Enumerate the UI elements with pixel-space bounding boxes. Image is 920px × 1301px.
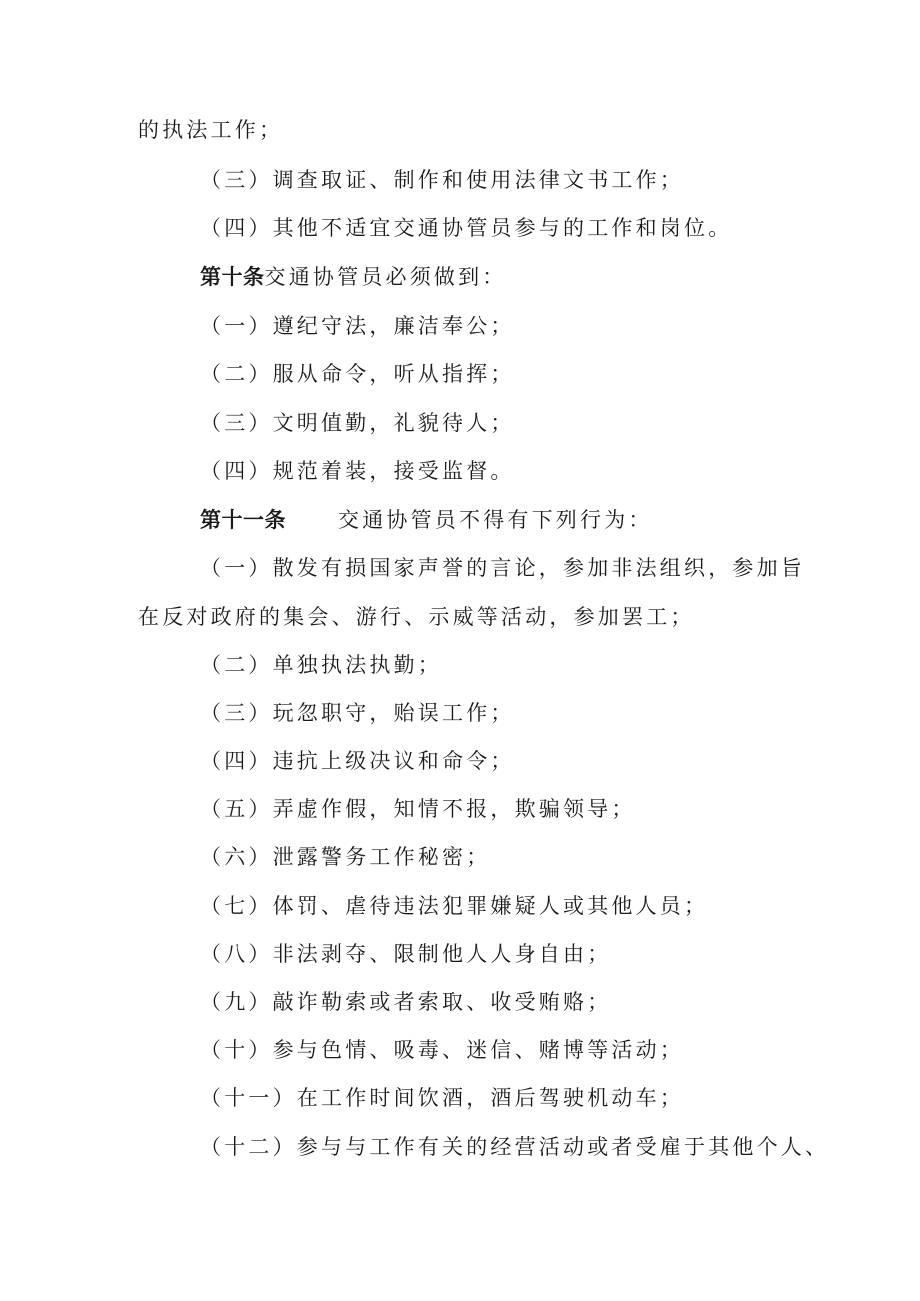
article-10-heading: 第十条 <box>200 265 265 289</box>
text-line: （二）服从命令，听从指挥； <box>200 362 515 386</box>
article-10-paragraph <box>200 263 507 291</box>
text-line: （十二）参与与工作有关的经营活动或者受雇于其他个人、 <box>200 1135 830 1159</box>
text-line: 交通协管员不得有下列行为： <box>338 508 653 532</box>
text-line: （四）规范着装，接受监督。 <box>200 459 515 483</box>
article-11-heading: 第十一条 <box>200 508 286 532</box>
text-line: （五）弄虚作假，知情不报，欺骗领导； <box>200 797 636 821</box>
text-line: 交通协管员必须做到： <box>264 265 507 289</box>
text-line: （一）遵纪守法，廉洁奉公； <box>200 314 515 338</box>
text-line: （四）违抗上级决议和命令； <box>200 749 515 773</box>
text-line: （一）散发有损国家声誉的言论，参加非法组织，参加旨 <box>200 556 805 580</box>
text-line: （三）玩忽职守，贻误工作； <box>200 701 515 725</box>
text-line: （九）敲诈勒索或者索取、收受贿赂； <box>200 990 612 1014</box>
text-line: 的执法工作； <box>138 118 284 142</box>
text-line: （三）调查取证、制作和使用法律文书工作； <box>200 168 684 192</box>
text-line: （六）泄露警务工作秘密； <box>200 845 491 869</box>
text-line: （四）其他不适宜交通协管员参与的工作和岗位。 <box>200 216 733 240</box>
text-line: （十一）在工作时间饮酒，酒后驾驶机动车； <box>200 1086 684 1110</box>
article-11-paragraph <box>200 506 653 534</box>
text-line: （八）非法剥夺、限制他人人身自由； <box>200 942 612 966</box>
text-line: （三）文明值勤，礼貌待人； <box>200 411 515 435</box>
text-line: （十）参与色情、吸毒、迷信、赌博等活动； <box>200 1038 684 1062</box>
text-line: 在反对政府的集会、游行、示威等活动，参加罢工； <box>138 605 695 629</box>
text-line: （七）体罚、虐待违法犯罪嫌疑人或其他人员； <box>200 894 709 918</box>
text-line: （二）单独执法执勤； <box>200 653 442 677</box>
